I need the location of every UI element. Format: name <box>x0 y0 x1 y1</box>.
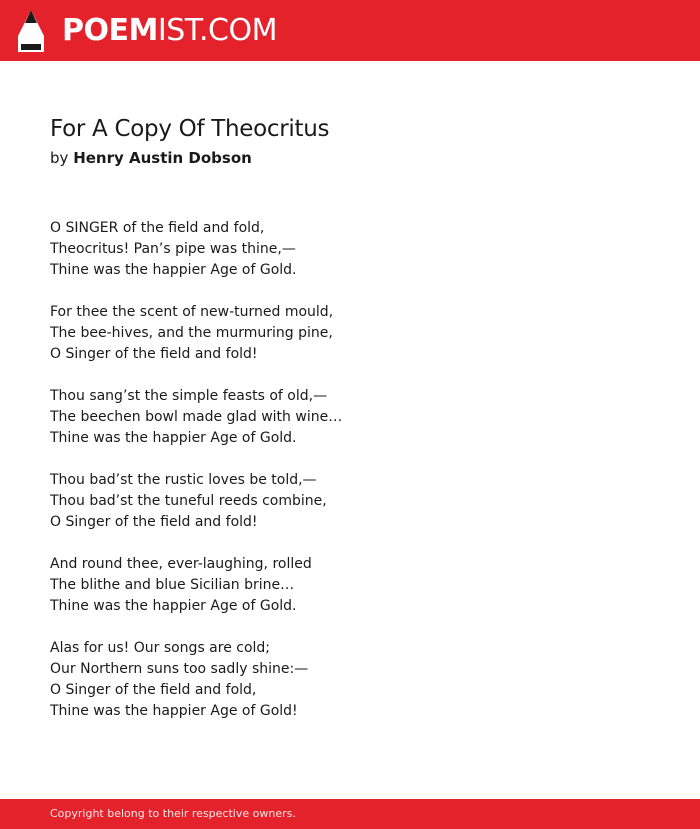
site-footer <box>0 799 700 829</box>
stanza <box>50 302 342 365</box>
poem-line: O Singer of the field and fold, <box>50 682 257 698</box>
poem-body <box>50 218 342 743</box>
poem-line: Thine was the happier Age of Gold. <box>50 262 297 278</box>
poem-line: The beechen bowl made glad with wine… <box>50 409 343 425</box>
poem-line: The blithe and blue Sicilian brine… <box>50 577 295 593</box>
poem-line: The bee-hives, and the murmuring pine, <box>50 325 333 341</box>
poem-byline <box>50 149 252 167</box>
copyright-text: Copyright belong to their respective owners. <box>50 807 296 820</box>
poem-line: For thee the scent of new-turned mould, <box>50 304 334 320</box>
poem-line: And round thee, ever-laughing, rolled <box>50 556 312 572</box>
stanza <box>50 638 342 722</box>
stanza <box>50 386 342 449</box>
poem-line: O Singer of the field and fold! <box>50 514 258 530</box>
site-logo[interactable] <box>62 11 277 51</box>
poem-line: Our Northern suns too sadly shine:— <box>50 661 309 677</box>
poem-line: Thou bad’st the rustic loves be told,— <box>50 472 317 488</box>
stanza <box>50 218 342 281</box>
poem-line: Theocritus! Pan’s pipe was thine,— <box>50 241 296 257</box>
poem-title: For A Copy Of Theocritus <box>50 116 330 142</box>
site-header <box>0 0 700 61</box>
poem-line: Alas for us! Our songs are cold; <box>50 640 271 656</box>
poem-line: Thou bad’st the tuneful reeds combine, <box>50 493 327 509</box>
poem-line: O Singer of the field and fold! <box>50 346 258 362</box>
pencil-tip-icon[interactable] <box>18 10 44 52</box>
stanza <box>50 470 342 533</box>
by-label: by <box>50 149 69 167</box>
poem-author[interactable]: Henry Austin Dobson <box>73 149 252 167</box>
poem-line: Thine was the happier Age of Gold! <box>50 703 298 719</box>
logo-bold-text: POEM <box>62 13 158 48</box>
stanza <box>50 554 342 617</box>
poem-line: Thine was the happier Age of Gold. <box>50 430 297 446</box>
poem-line: Thou sang’st the simple feasts of old,— <box>50 388 328 404</box>
logo-light-text: IST.COM <box>157 13 277 48</box>
poem-line: O SINGER of the field and fold, <box>50 220 265 236</box>
poem-line: Thine was the happier Age of Gold. <box>50 598 297 614</box>
